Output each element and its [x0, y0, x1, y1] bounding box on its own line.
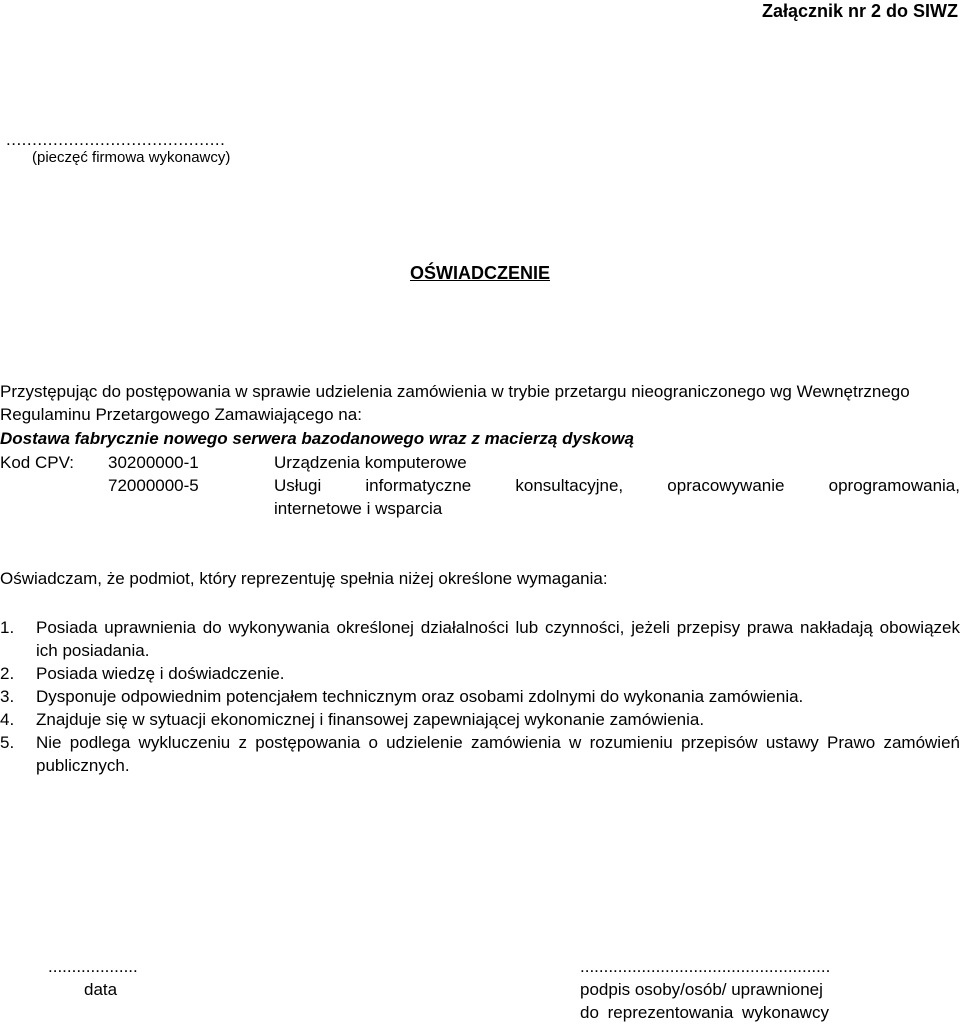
- signature-label-line1: podpis osoby/osób/ uprawnionej: [580, 980, 823, 999]
- signature-dots: .....................................................: [580, 957, 831, 976]
- statement-text: Oświadczam, że podmiot, który reprezentuję spełnia niżej określone wymagania:: [0, 569, 608, 588]
- item-number: 5.: [0, 733, 15, 752]
- item-text: Posiada uprawnienia do wykonywania określonej działalności lub czynności, jeżeli przepisy prawa nakładają obowiązek ich posiadania.: [36, 618, 960, 660]
- cpv-row: [0, 451, 960, 474]
- date-signature-field: [48, 955, 138, 1001]
- annex-label: Załącznik nr 2 do SIWZ: [761, 1, 958, 21]
- cpv-label: Kod CPV:: [0, 453, 75, 472]
- intro-paragraph: Przystępując do postępowania w sprawie udzielenia zamówienia w trybie przetargu nieograniczonego wg Wewnętrznego Regulaminu Przetargowego Zamawiającego na:: [0, 382, 910, 424]
- date-label: data: [84, 980, 118, 999]
- cpv-description: Usługi informatyczne konsultacyjne, opracowywanie oprogramowania,: [274, 476, 960, 495]
- cpv-description-continued: internetowe i wsparcia: [274, 499, 443, 518]
- list-item: [0, 662, 960, 685]
- procurement-subject: Dostawa fabrycznie nowego serwera bazodanowego wraz z macierzą dyskową: [0, 429, 634, 448]
- item-text: Nie podlega wykluczeniu z postępowania o udzielenie zamówienia w rozumieniu przepisów ustawy Prawo zamówień publicznych.: [36, 733, 960, 775]
- cpv-code: 72000000-5: [108, 476, 199, 495]
- date-dots: ...................: [48, 957, 138, 976]
- item-text: Posiada wiedzę i doświadczenie.: [36, 664, 285, 683]
- list-item: [0, 731, 960, 777]
- item-number: 3.: [0, 687, 15, 706]
- item-number: 4.: [0, 710, 15, 729]
- requirements-list: [0, 616, 960, 777]
- list-item: [0, 708, 960, 731]
- item-text: Dysponuje odpowiednim potencjałem technicznym oraz osobami zdolnymi do wykonania zamówienia.: [36, 687, 804, 706]
- cpv-description: Urządzenia komputerowe: [274, 453, 467, 472]
- list-item: [0, 616, 960, 662]
- signature-field: [580, 955, 830, 1024]
- cpv-row: [0, 474, 960, 497]
- item-text: Znajduje się w sytuacji ekonomicznej i finansowej zapewniającej wykonanie zamówienia.: [36, 710, 705, 729]
- cpv-block: [0, 451, 960, 520]
- list-item: [0, 685, 960, 708]
- signature-label-line2: do reprezentowania wykonawcy: [580, 1003, 829, 1022]
- stamp-dots: ..........................................: [6, 130, 226, 149]
- stamp-label: (pieczęć firmowa wykonawcy): [32, 149, 231, 166]
- document-title: OŚWIADCZENIE: [409, 263, 550, 283]
- item-number: 2.: [0, 664, 15, 683]
- cpv-code: 30200000-1: [108, 453, 199, 472]
- item-number: 1.: [0, 618, 15, 637]
